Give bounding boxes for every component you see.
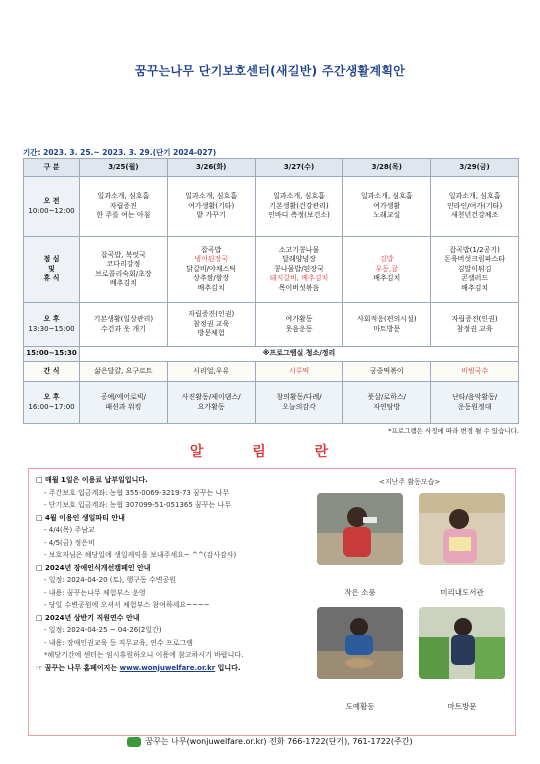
cell-line: 자연탐방 [373, 402, 401, 411]
row-label-lunch [24, 237, 80, 303]
cell-line: 마트방문 [373, 324, 401, 333]
cell-line: 기본생활(건강관리) [269, 201, 329, 210]
cell-line: 밭 가꾸기 [196, 211, 226, 220]
cell-line: 우동,귤 [375, 264, 399, 273]
cell-line: 패션과 워킹 [105, 402, 142, 411]
table-cell [343, 237, 431, 303]
cell-line: 잡곡밥(1/2공기) [449, 245, 500, 254]
cell-line: 코다리강정 [106, 260, 141, 269]
row-label-afternoon [24, 303, 80, 347]
row-label-text: 점 심 [43, 255, 60, 264]
table-row-late-afternoon [24, 382, 519, 424]
cell-line: 배추김치 [109, 278, 137, 287]
notice-item: - 일정: 2024-04-25 ~ 04-26(2일간) [44, 626, 162, 634]
table-cell [343, 382, 431, 424]
cell-line: 기본생활(일상관리) [93, 315, 154, 324]
table-cell [80, 382, 168, 424]
cell-line: 방문체험 [197, 329, 225, 338]
notice-item: - 4/5(금) 정은비 [44, 538, 95, 547]
cell-line: 한 주를 여는 아침 [96, 211, 151, 220]
cell-line [258, 274, 341, 283]
table-cell [80, 303, 168, 347]
row-label-text: 오 전 [43, 197, 60, 206]
table-cell [80, 237, 168, 303]
cell-line: 난타/음악활동/ [451, 393, 498, 402]
cell-line: 일과소개, 심호흡 [273, 192, 325, 201]
table-cell [255, 303, 343, 347]
cell-line: 참정권 교육 [193, 319, 230, 328]
cell-line: 오늘의감각 [282, 402, 316, 411]
photos-caption: <지난주 활동모습> [379, 478, 441, 486]
cell-line: 일과소개, 심호흡 [360, 192, 413, 201]
table-row-cleanup [24, 347, 519, 362]
table-cell [431, 303, 519, 347]
header-cell: 3/29(금) [431, 159, 519, 177]
table-row-lunch [24, 237, 519, 303]
table-row-morning [24, 177, 519, 237]
row-label-text: 휴 식 [43, 274, 60, 283]
table-row-afternoon [24, 303, 519, 347]
table-cell [167, 382, 255, 424]
table-cell: 비빔국수 [431, 362, 519, 382]
cell-line: 풋살/로하스/ [367, 393, 407, 402]
table-cell: 삶은달걀, 요구르트 [80, 362, 168, 382]
cell-line: 콩나물밥/된장국 [274, 264, 324, 273]
cell-line: 닭갈비/야채스틱 [186, 264, 237, 273]
table-cell [431, 382, 519, 424]
activity-photo-pottery [317, 607, 403, 679]
cell-line: 웃음운동 [285, 324, 313, 333]
table-cell [255, 382, 343, 424]
cell-line: 인라인/여가(기타) [447, 201, 503, 210]
notice-item: - 주간보호 입금계좌: 농협 355-0069-3219-73 꿈꾸는 나무 [44, 488, 230, 497]
row-label-text: 오 후 [43, 315, 60, 324]
homepage-link[interactable]: www.wonjuwelfare.or.kr [119, 663, 216, 672]
row-label-late [24, 382, 80, 424]
row-label-text: 오 후 [43, 393, 60, 402]
notice-item: - 보호자님은 해당일에 생일케익을 보내주세요~ ^^(감사감사) [44, 551, 237, 559]
homepage-suffix: 입니다. [217, 663, 241, 672]
notice-heading: □ 매월 1일은 이용료 납부일입니다. [36, 476, 148, 484]
table-cell [431, 237, 519, 303]
tree-logo-icon [127, 737, 141, 747]
cell-line: 콘샐러드 [461, 274, 489, 283]
notice-heading: □ 4월 이용인 생일파티 안내 [36, 513, 125, 522]
cell-line: 여가생활(기타) [188, 201, 235, 210]
cell-line: 인바디 측정(보건소) [268, 211, 330, 220]
photo-label: 마트방문 [447, 702, 477, 711]
cell-line: 공예/에어로빅/ [100, 393, 147, 402]
cell-line: 잡곡밥 [201, 245, 222, 254]
header-cell: 3/25(월) [80, 159, 168, 177]
notice-item: - 4/4(목) 주남교 [44, 526, 95, 534]
row-label-text: 및 [48, 264, 55, 273]
notice-item: *해당기간에 센터는 임시휴원하오니 이용에 참고하시기 바랍니다. [44, 651, 244, 659]
notice-heading: □ 2024년 상반기 직원연수 안내 [36, 613, 140, 622]
header-cell: 구 분 [24, 159, 80, 177]
schedule-period: 기간: 2023. 3. 25.~ 2023. 3. 29.(단기 2024-027) [23, 148, 217, 157]
cell-line: 배추김치 [461, 283, 489, 292]
table-cell [167, 303, 255, 347]
cell-line-text: 돼지갈비, 배추김치 [269, 274, 329, 283]
table-cell [343, 177, 431, 237]
weekly-schedule-table [23, 158, 519, 424]
row-label-time: 13:30~15:00 [28, 324, 75, 333]
cell-line: 일과소개, 심호흡 [97, 192, 150, 201]
cell-line: 달래양념장 [282, 255, 316, 264]
notice-box [28, 468, 516, 736]
notice-heading: □ 2024년 장애인식개선캠페인 안내 [36, 563, 151, 572]
cell-line: 수건과 옷 개기 [100, 324, 146, 333]
schedule-note: *프로그램은 사정에 따라 변경 될 수 있습니다. [388, 427, 519, 435]
cleanup-cell: ※프로그램실 청소/정리 [80, 347, 519, 362]
cell-line: 참정권 교육 [456, 324, 493, 333]
notice-item: - 내용: 장애인권교육 등 직무교육, 연수 프로그램 [44, 638, 193, 647]
table-cell [255, 177, 343, 237]
table-cell: 궁중떡볶이 [343, 362, 431, 382]
cell-line: 상추쌈/쌈장 [193, 274, 230, 283]
notice-item: - 내용: 꿈꾸는나무 체험부스 운영 [44, 588, 146, 597]
cell-line: 자립증진(인권) [188, 310, 235, 319]
footer-text: 꿈꾸는 나무(wonjuwelfare.or.kr) 전화 766-1722(단기), 761-1722(주간) [145, 737, 413, 746]
row-label-cleanup: 15:00~15:30 [24, 347, 80, 362]
cell-line: 일과소개, 심호흡 [185, 192, 238, 201]
cell-line: 새천년건강체조 [450, 211, 499, 220]
cell-line: 자립증진(인권) [451, 315, 498, 324]
notice-title: 알 림 란 [189, 444, 351, 460]
table-cell [431, 177, 519, 237]
cell-line: 김말이튀김 [457, 264, 492, 273]
footer [0, 736, 540, 747]
cell-line: 노래교실 [373, 211, 401, 220]
row-label-time: 10:00~12:00 [28, 206, 75, 215]
cell-line: 여가활동 [285, 315, 313, 324]
cell-line: 돈육버섯크림파스타 [444, 255, 506, 264]
table-row-snack [24, 362, 519, 382]
header-cell: 3/26(화) [167, 159, 255, 177]
notice-text [36, 474, 336, 674]
cell-line: 일과소개, 심호흡 [448, 192, 501, 201]
photo-label: 미리내도서관 [440, 588, 484, 597]
activity-photo-library [419, 493, 505, 565]
table-cell [255, 237, 343, 303]
row-label-time: 16:00~17:00 [28, 402, 75, 411]
header-cell: 3/28(목) [343, 159, 431, 177]
cell-line: 배추김치 [373, 274, 401, 283]
table-header-row [24, 159, 519, 177]
activity-photo-picnic [317, 493, 403, 565]
table-cell [343, 303, 431, 347]
homepage-line [36, 662, 336, 675]
activity-photo-mart [419, 607, 505, 679]
cell-line: 잡곡밥, 북엇국 [100, 250, 146, 259]
cell-line: 냉이된장국 [194, 255, 229, 264]
cell-line: 브로콜리숙회/초장 [95, 269, 152, 278]
notice-item: - 일정: 2024-04-20 (토), 행구동 수변공원 [44, 576, 176, 584]
photo-label: 도예활동 [345, 702, 375, 711]
table-cell: 시루떡 [255, 362, 343, 382]
row-label-snack: 간 식 [24, 362, 80, 382]
header-cell: 3/27(수) [255, 159, 343, 177]
cell-line: 김밥 [380, 255, 394, 264]
notice-item: - 당일 수변공원에 오셔서 체험부스 참여하세요~~~~ [44, 601, 210, 609]
homepage-prefix: ☞ 꿈꾸는 나무 홈페이지는 [36, 663, 118, 672]
table-cell [167, 237, 255, 303]
notice-item: - 단기보호 입금계좌: 농협 307099-51-051365 꿈꾸는 나무 [44, 501, 232, 509]
cell-line: 사진활동/제이댄스/ [181, 393, 241, 402]
table-cell [80, 177, 168, 237]
cell-line: 운동원정대 [457, 402, 492, 411]
cell-line: 소고기콩나물 [278, 245, 320, 254]
cell-line: 요가활동 [197, 402, 225, 411]
page-title: 꿈꾸는나무 단기보호센터(새길반) 주간생활계획안 [134, 64, 406, 78]
cell-line: 목이버섯볶음 [278, 283, 320, 292]
cell-line: 자립증진 [109, 201, 137, 210]
table-cell [167, 177, 255, 237]
cell-line: 배추김치 [197, 283, 225, 292]
cell-line: 여가생활 [373, 201, 401, 210]
row-label-morning [24, 177, 80, 237]
cell-line: 창의활동/다례/ [276, 393, 322, 402]
table-cell: 시리얼,우유 [167, 362, 255, 382]
photo-label: 작은 소풍 [344, 588, 376, 597]
cell-line: 사회적응(편의시설) [357, 315, 417, 324]
